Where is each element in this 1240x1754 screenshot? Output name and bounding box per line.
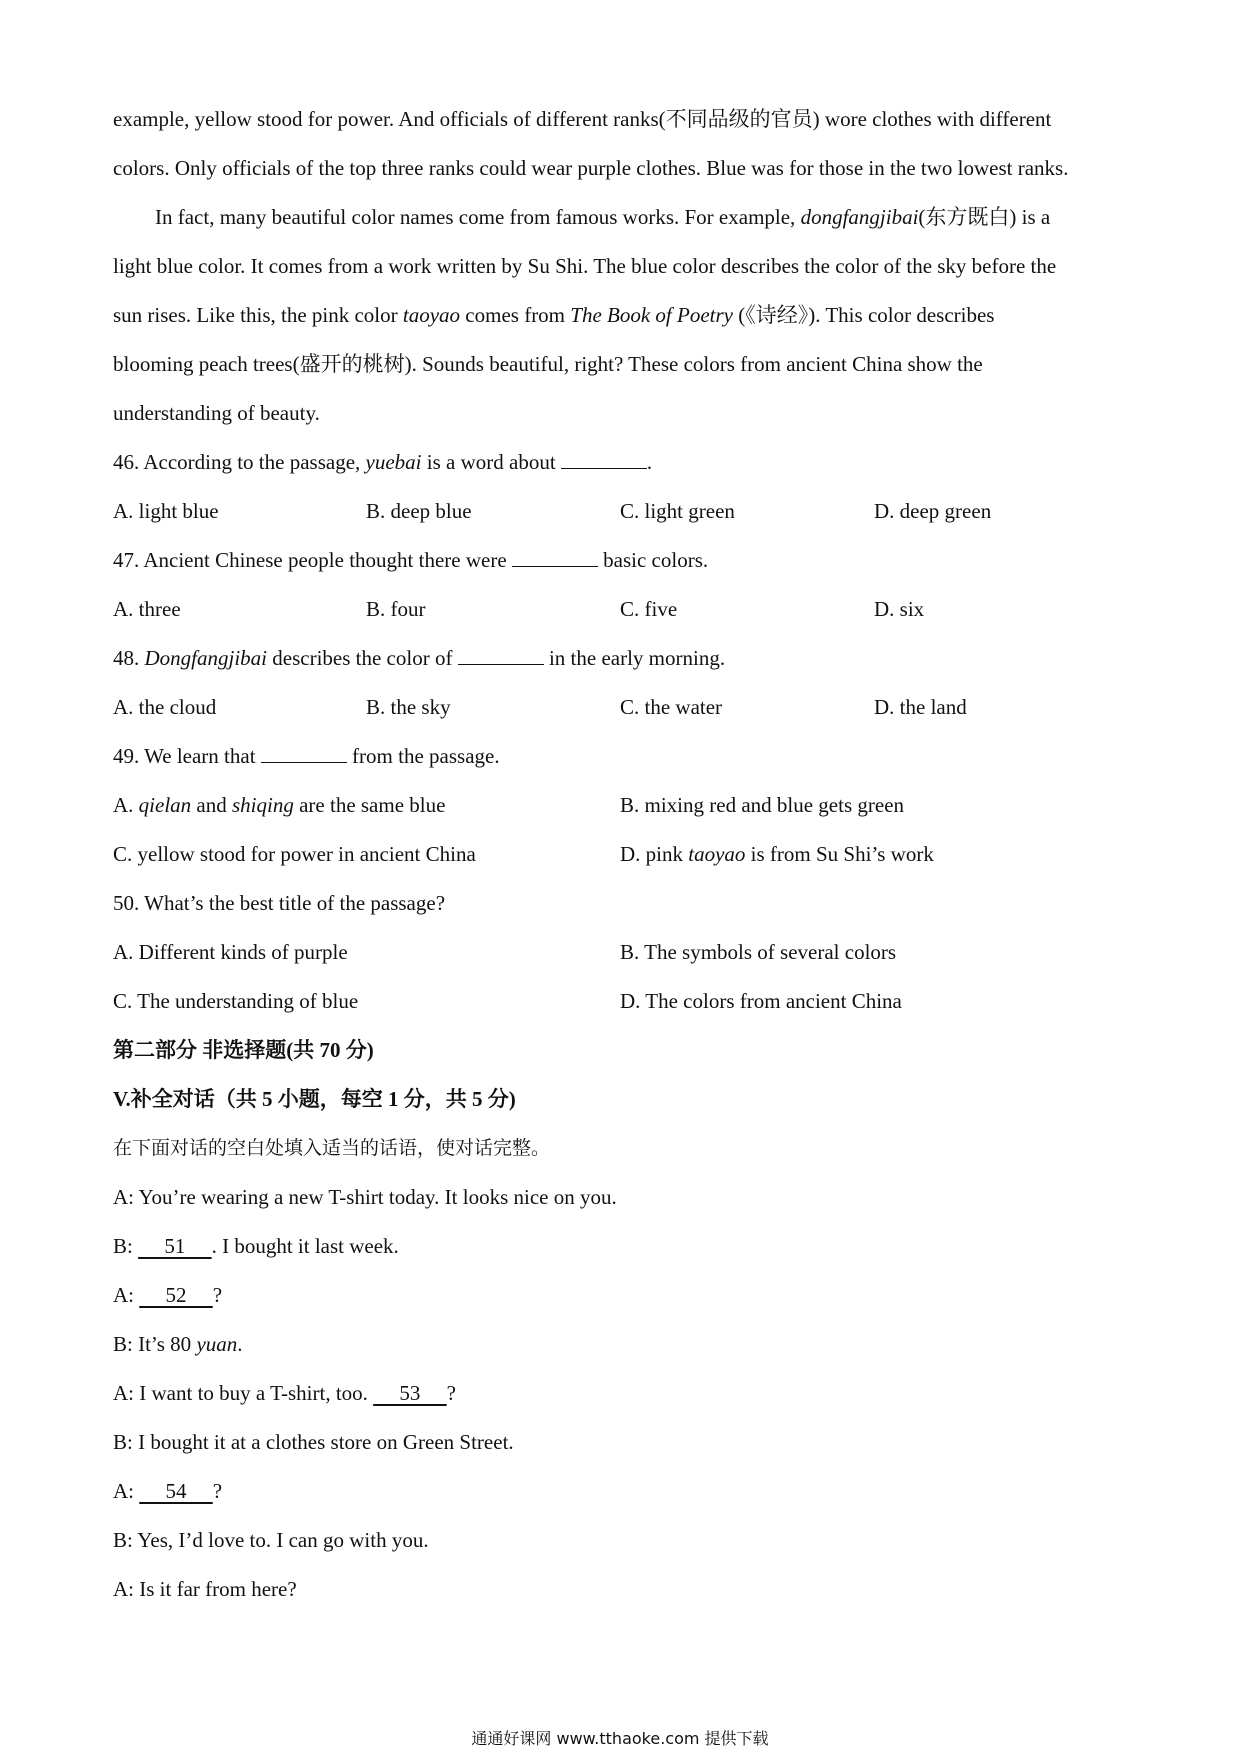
option-b: B. mixing red and blue gets green bbox=[620, 793, 905, 817]
blank-51: 51 bbox=[138, 1234, 212, 1258]
option-d: D. the land bbox=[874, 695, 967, 719]
text-run: basic colors. bbox=[597, 548, 709, 572]
question-46 bbox=[113, 448, 1133, 476]
option-a: A. three bbox=[113, 597, 181, 621]
text-run: . bbox=[646, 450, 653, 474]
text-run: 47. Ancient Chinese people thought there were bbox=[113, 548, 512, 572]
part-heading: 第二部分 非选择题(共 70 分) bbox=[113, 1038, 374, 1062]
dialog-line bbox=[113, 1330, 1133, 1358]
speaker: A: bbox=[113, 1479, 140, 1503]
blank-53: 53 bbox=[373, 1381, 447, 1405]
text-run: ? bbox=[212, 1283, 223, 1307]
passage-line: blooming peach trees(盛开的桃树). Sounds beautiful, right? These colors from ancient China show the bbox=[113, 352, 983, 376]
page-footer: 通通好课网 www.tthaoke.com 提供下载 bbox=[471, 1729, 769, 1748]
dialog-line: B: I bought it at a clothes store on Green Street. bbox=[113, 1430, 514, 1454]
speaker: A: bbox=[113, 1283, 140, 1307]
question-48 bbox=[113, 644, 1133, 672]
speaker: B: bbox=[113, 1234, 139, 1258]
question-47 bbox=[113, 546, 1133, 574]
italic-term: taoyao bbox=[688, 842, 746, 866]
passage-line: understanding of beauty. bbox=[113, 401, 320, 425]
dialog-line: A: You’re wearing a new T-shirt today. It looks nice on you. bbox=[113, 1185, 617, 1209]
blank-54: 54 bbox=[139, 1479, 213, 1503]
text-run: ? bbox=[446, 1381, 456, 1405]
answer-blank bbox=[458, 646, 544, 665]
option-c: C. five bbox=[620, 597, 678, 621]
option-d: D. deep green bbox=[874, 499, 992, 523]
dialog-line bbox=[113, 1477, 1133, 1505]
instruction-text: 在下面对话的空白处填入适当的话语，使对话完整。 bbox=[113, 1137, 551, 1159]
option-a bbox=[113, 791, 445, 819]
text-run: and bbox=[191, 793, 232, 817]
blank-52: 52 bbox=[139, 1283, 213, 1307]
text-run: In fact, many beautiful color names come from famous works. For example, bbox=[155, 205, 801, 229]
answer-blank bbox=[261, 744, 347, 763]
text-run: B: It’s 80 bbox=[113, 1332, 197, 1356]
text-run: A. bbox=[113, 793, 139, 817]
italic-term: shiqing bbox=[232, 793, 294, 817]
text-run: sun rises. Like this, the pink color bbox=[113, 303, 403, 327]
dialog-line: A: Is it far from here? bbox=[113, 1577, 297, 1601]
text-run: . I bought it last week. bbox=[211, 1234, 399, 1258]
italic-term: Dongfangjibai bbox=[144, 646, 268, 670]
option-d: D. six bbox=[874, 597, 925, 621]
text-run: in the early morning. bbox=[543, 646, 726, 670]
italic-title: The Book of Poetry bbox=[570, 303, 733, 327]
passage-line bbox=[155, 203, 1175, 231]
option-c: C. light green bbox=[620, 499, 735, 523]
passage-line: light blue color. It comes from a work written by Su Shi. The blue color describes the color of the sky before the bbox=[113, 254, 1057, 278]
italic-term: yuan bbox=[196, 1332, 238, 1356]
option-a: A. the cloud bbox=[113, 695, 217, 719]
text-run: 48. bbox=[113, 646, 145, 670]
option-b: B. four bbox=[366, 597, 426, 621]
answer-blank bbox=[561, 450, 647, 469]
text-run: describes the color of bbox=[267, 646, 458, 670]
option-c: C. The understanding of blue bbox=[113, 989, 359, 1013]
text-run: 46. According to the passage, bbox=[113, 450, 366, 474]
text-run: is from Su Shi’s work bbox=[745, 842, 934, 866]
text-run: (东方既白) is a bbox=[918, 205, 1051, 229]
text-run: A: I want to buy a T-shirt, too. bbox=[113, 1381, 374, 1405]
text-run: comes from bbox=[460, 303, 571, 327]
option-b: B. deep blue bbox=[366, 499, 472, 523]
text-run: is a word about bbox=[421, 450, 561, 474]
option-a: A. light blue bbox=[113, 499, 219, 523]
option-a: A. Different kinds of purple bbox=[113, 940, 348, 964]
question-49 bbox=[113, 742, 1133, 770]
dialog-line bbox=[113, 1232, 1133, 1260]
italic-term: qielan bbox=[138, 793, 192, 817]
answer-blank bbox=[512, 548, 598, 567]
option-c: C. the water bbox=[620, 695, 723, 719]
text-run: (《诗经》). This color describes bbox=[733, 303, 995, 327]
text-run: are the same blue bbox=[293, 793, 446, 817]
text-run: ? bbox=[212, 1479, 223, 1503]
option-d bbox=[620, 840, 934, 868]
dialog-line: B: Yes, I’d love to. I can go with you. bbox=[113, 1528, 429, 1552]
italic-term: taoyao bbox=[402, 303, 461, 327]
passage-line bbox=[113, 301, 1133, 329]
text-run: 49. We learn that bbox=[113, 744, 261, 768]
option-b: B. the sky bbox=[366, 695, 451, 719]
italic-term: dongfangjibai bbox=[800, 205, 919, 229]
text-run: from the passage. bbox=[346, 744, 500, 768]
italic-term: yuebai bbox=[365, 450, 422, 474]
passage-line: colors. Only officials of the top three ranks could wear purple clothes. Blue was for those in the two lowest ranks. bbox=[113, 156, 1069, 180]
dialog-line bbox=[113, 1379, 1133, 1407]
text-run: . bbox=[237, 1332, 243, 1356]
passage-line: example, yellow stood for power. And officials of different ranks(不同品级的官员) wore clothes with different bbox=[113, 107, 1052, 131]
option-b: B. The symbols of several colors bbox=[620, 940, 897, 964]
text-run: D. pink bbox=[620, 842, 689, 866]
question-50: 50. What’s the best title of the passage? bbox=[113, 891, 446, 915]
dialog-line bbox=[113, 1281, 1133, 1309]
option-c: C. yellow stood for power in ancient China bbox=[113, 842, 476, 866]
section-heading: V.补全对话（共 5 小题，每空 1 分，共 5 分) bbox=[113, 1087, 516, 1111]
option-d: D. The colors from ancient China bbox=[620, 989, 902, 1013]
